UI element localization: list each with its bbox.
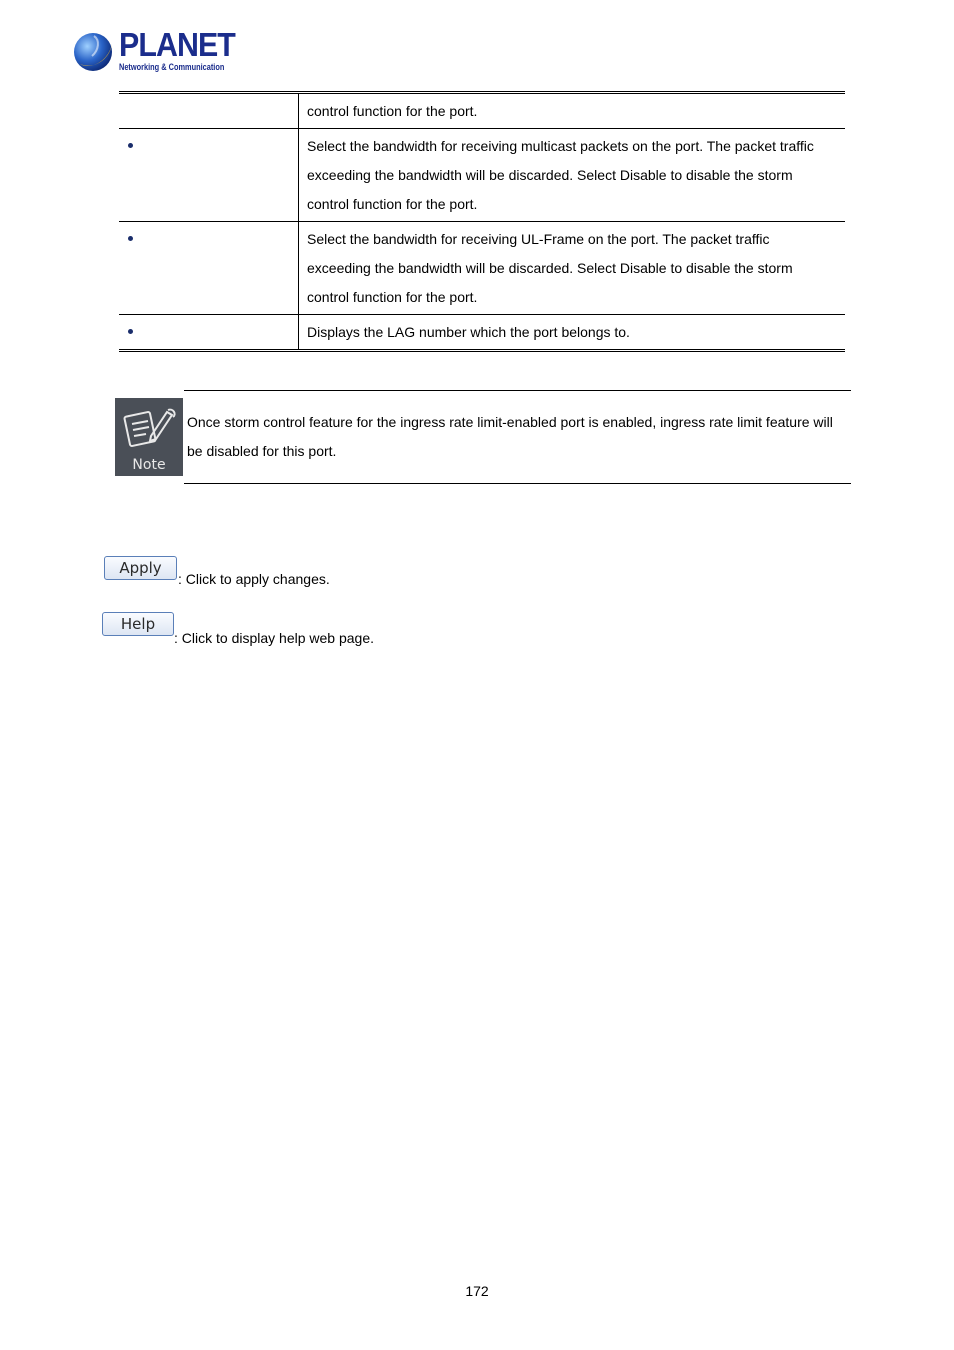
table-row <box>119 93 845 129</box>
table-cell-description: Select the bandwidth for receiving multicast packets on the port. The packet traffic exceeding the bandwidth will be discarded. Select Disable to disable the storm control function for the port. <box>299 129 846 222</box>
bullet-icon <box>128 329 133 334</box>
page-number: 172 <box>465 1283 489 1299</box>
bullet-icon <box>128 143 133 148</box>
table-row <box>119 222 845 315</box>
note-box <box>184 390 851 484</box>
table-row <box>119 129 845 222</box>
table-row <box>119 315 845 351</box>
table-cell-term <box>119 315 299 351</box>
table-cell-description: Select the bandwidth for receiving UL-Frame on the port. The packet traffic exceeding the bandwidth will be discarded. Select Disable to disable the storm control function for the port. <box>299 222 846 315</box>
note-icon-label: Note <box>132 457 166 473</box>
note-icon <box>115 398 183 476</box>
notepad-pencil-icon <box>115 398 183 458</box>
bullet-icon <box>128 236 133 241</box>
table-cell-term <box>119 222 299 315</box>
brand-tagline: Networking & Communication <box>119 62 225 72</box>
help-description: : Click to display help web page. <box>174 630 374 646</box>
brand-name: PLANET <box>119 26 235 63</box>
globe-icon <box>72 30 116 74</box>
parameter-table <box>119 91 845 352</box>
note-callout <box>115 390 851 484</box>
apply-button[interactable]: Apply <box>104 556 177 580</box>
apply-description: : Click to apply changes. <box>178 571 330 587</box>
planet-logo <box>72 26 242 76</box>
help-button[interactable]: Help <box>102 612 174 636</box>
table-cell-description: Displays the LAG number which the port belongs to. <box>299 315 846 351</box>
note-text: Once storm control feature for the ingress rate limit-enabled port is enabled, ingress rate limit feature will be disabled for this port. <box>187 414 833 459</box>
table-cell-term <box>119 93 299 129</box>
table-cell-term <box>119 129 299 222</box>
table-cell-description: control function for the port. <box>307 103 478 119</box>
